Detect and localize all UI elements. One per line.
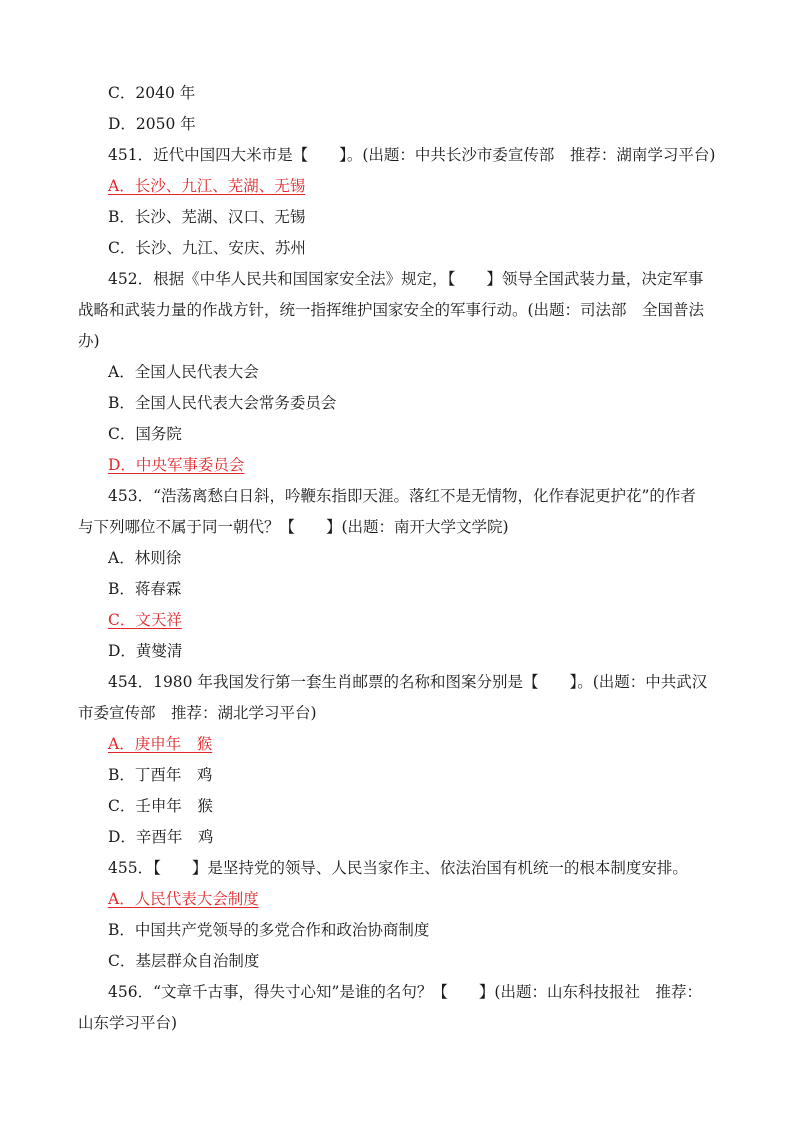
option-text: C．2040 年: [108, 84, 196, 102]
option-line: [78, 543, 730, 574]
question-text: 办): [78, 332, 100, 350]
question-text: 456．“文章千古事，得失寸心知”是谁的名句？【 】(出题：山东科技报社 推荐：: [108, 983, 702, 1001]
option-text: B．丁酉年 鸡: [108, 766, 213, 784]
correct-answer-line: [78, 605, 730, 636]
option-line: [78, 233, 730, 264]
question-text: 454．1980 年我国发行第一套生肖邮票的名称和图案分别是【 】。(出题：中共武汉: [108, 673, 708, 691]
question-continuation: [78, 512, 730, 543]
option-line: [78, 202, 730, 233]
question-text: 市委宣传部 推荐：湖北学习平台): [78, 704, 317, 722]
option-line: [78, 109, 730, 140]
correct-answer-line: [78, 171, 730, 202]
option-text: A．林则徐: [108, 549, 182, 567]
question-text: 455．【 】是坚持党的领导、人民当家作主、依法治国有机统一的根本制度安排。: [108, 859, 688, 877]
option-text: B．全国人民代表大会常务委员会: [108, 394, 337, 412]
question-455: [78, 853, 730, 884]
answer-text: A．人民代表大会制度: [108, 890, 259, 908]
question-continuation: [78, 698, 730, 729]
option-line: [78, 760, 730, 791]
option-line: [78, 419, 730, 450]
option-text: A．全国人民代表大会: [108, 363, 259, 381]
option-line: [78, 357, 730, 388]
option-text: C．国务院: [108, 425, 182, 443]
option-text: B．中国共产党领导的多党合作和政治协商制度: [108, 921, 430, 939]
option-line: [78, 574, 730, 605]
question-452: [78, 264, 730, 295]
option-text: D．2050 年: [108, 115, 196, 133]
question-text: 452．根据《中华人民共和国国家安全法》规定，【 】领导全国武装力量，决定军事: [108, 270, 704, 288]
option-line: [78, 78, 730, 109]
question-continuation: [78, 295, 730, 326]
option-text: B．蒋春霖: [108, 580, 182, 598]
question-453: [78, 481, 730, 512]
option-text: C．壬申年 猴: [108, 797, 213, 815]
correct-answer-line: [78, 884, 730, 915]
question-text: 山东学习平台): [78, 1014, 178, 1032]
question-text: 453．“浩荡离愁白日斜，吟鞭东指即天涯。落红不是无情物，化作春泥更护花”的作者: [108, 487, 696, 505]
question-451: [78, 140, 730, 171]
option-line: [78, 915, 730, 946]
question-454: [78, 667, 730, 698]
answer-text: D．中央军事委员会: [108, 456, 245, 474]
question-continuation: [78, 326, 730, 357]
option-text: D．黄燮清: [108, 642, 183, 660]
option-line: [78, 636, 730, 667]
question-continuation: [78, 1008, 730, 1039]
option-line: [78, 791, 730, 822]
question-text: 451．近代中国四大米市是【 】。(出题：中共长沙市委宣传部 推荐：湖南学习平台): [108, 146, 716, 164]
option-text: B．长沙、芜湖、汉口、无锡: [108, 208, 306, 226]
option-text: D．辛酉年 鸡: [108, 828, 214, 846]
option-text: C．长沙、九江、安庆、苏州: [108, 239, 306, 257]
correct-answer-line: [78, 729, 730, 760]
correct-answer-line: [78, 450, 730, 481]
answer-text: C．文天祥: [108, 611, 182, 629]
answer-text: A．长沙、九江、芜湖、无锡: [108, 177, 306, 195]
question-456: [78, 977, 730, 1008]
answer-text: A．庚申年 猴: [108, 735, 213, 753]
document-page: [78, 78, 730, 1039]
question-text: 与下列哪位不属于同一朝代？【 】(出题：南开大学文学院): [78, 518, 509, 536]
option-line: [78, 946, 730, 977]
question-text: 战略和武装力量的作战方针，统一指挥维护国家安全的军事行动。(出题：司法部 全国普法: [78, 301, 705, 319]
option-line: [78, 388, 730, 419]
option-text: C．基层群众自治制度: [108, 952, 260, 970]
option-line: [78, 822, 730, 853]
